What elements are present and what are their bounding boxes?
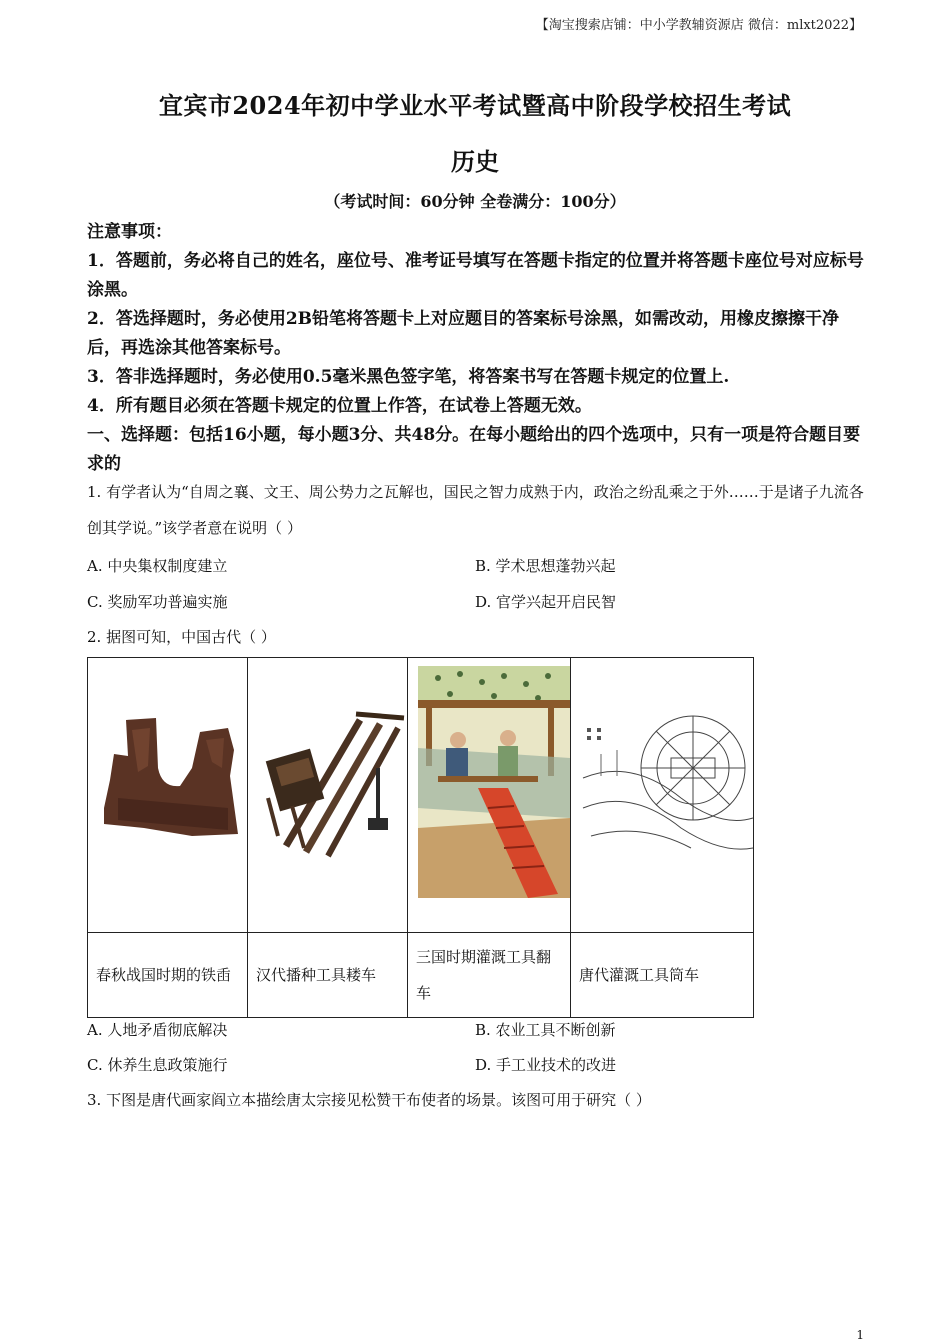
q1-option-c[interactable]: C. 奖励军功普遍实施 [87, 593, 228, 611]
exam-info: （考试时间：60分钟 全卷满分：100分） [324, 192, 626, 211]
water-wheel-image-cell [571, 658, 754, 933]
exam-title: 宜宾市2024年初中学业水平考试暨高中阶段学校招生考试 [158, 91, 792, 120]
question-2-stem: 2. 据图可知，中国古代（ ） [87, 628, 276, 646]
dragon-bone-pump-image [408, 658, 570, 928]
notes-heading: 注意事项： [87, 222, 172, 242]
iron-spade-image-cell [88, 658, 248, 933]
note-item: 1．答题前，务必将自己的姓名，座位号、准考证号填写在答题卡指定的位置并将答题卡座位号对应标号涂黑。 [87, 251, 864, 300]
watermark-text: 【淘宝搜索店铺：中小学教辅资源店 微信：mlxt2022】 [535, 18, 862, 33]
tool-caption-3: 三国时期灌溉工具翻车 [408, 933, 571, 1018]
question-1-stem: 1. 有学者认为“自周之襄、文王、周公势力之瓦解也，国民之智力成熟于内，政治之纷乱乘之于外……于是诸子九流各创其学说。”该学者意在说明（ ） [87, 483, 864, 537]
note-item: 3．答非选择题时，务必使用0.5毫米黑色签字笔，将答案书写在答题卡规定的位置上. [87, 367, 730, 387]
q2-option-c[interactable]: C. 休养生息政策施行 [87, 1056, 228, 1074]
q2-option-a[interactable]: A. 人地矛盾彻底解决 [87, 1021, 228, 1039]
water-wheel-image [571, 658, 753, 928]
page-number: 1 [856, 1328, 864, 1342]
seed-drill-image [248, 658, 407, 928]
section-heading: 一、选择题：包括16小题，每小题3分、共48分。在每小题给出的四个选项中，只有一项是符合题目要求的 [87, 425, 861, 474]
q2-option-b[interactable]: B. 农业工具不断创新 [475, 1021, 616, 1039]
note-item: 4．所有题目必须在答题卡规定的位置上作答，在试卷上答题无效。 [87, 396, 592, 416]
q2-option-d[interactable]: D. 手工业技术的改进 [475, 1056, 617, 1074]
iron-spade-image [88, 658, 247, 928]
q1-option-a[interactable]: A. 中央集权制度建立 [87, 557, 228, 575]
dragon-bone-pump-image-cell [408, 658, 571, 933]
tool-caption-2: 汉代播种工具耧车 [248, 933, 408, 1018]
tools-table [87, 657, 754, 1018]
notes-block [87, 218, 867, 479]
q1-option-b[interactable]: B. 学术思想蓬勃兴起 [475, 557, 616, 575]
question-3-stem: 3. 下图是唐代画家阎立本描绘唐太宗接见松赞干布使者的场景。该图可用于研究（ ） [87, 1091, 651, 1109]
note-item: 2．答选择题时，务必使用2B铅笔将答题卡上对应题目的答案标号涂黑，如需改动，用橡皮擦擦干净后，再选涂其他答案标号。 [87, 309, 840, 358]
seed-drill-image-cell [248, 658, 408, 933]
q1-option-d[interactable]: D. 官学兴起开启民智 [475, 593, 617, 611]
tool-caption-1: 春秋战国时期的铁臿 [88, 933, 248, 1018]
tool-caption-4: 唐代灌溉工具筒车 [571, 933, 754, 1018]
subject-title: 历史 [451, 147, 499, 176]
